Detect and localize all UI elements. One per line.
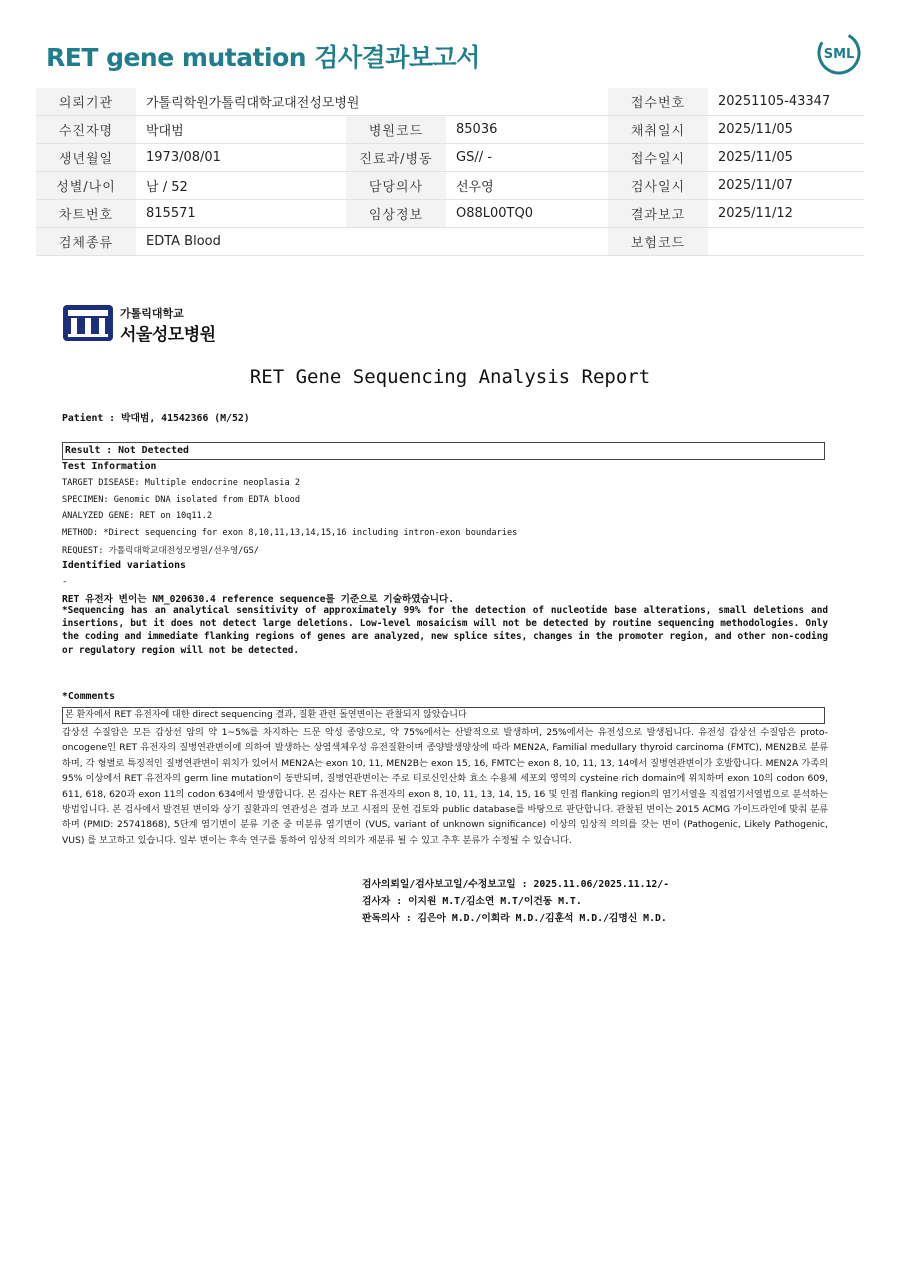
info-label: 보험코드: [608, 228, 708, 256]
info-label: 수진자명: [36, 116, 136, 144]
analyzed-gene: ANALYZED GENE: RET on 10q11.2: [62, 511, 213, 521]
info-value: 2025/11/07: [708, 172, 864, 200]
reference-line: RET 유전자 변이는 NM_020630.4 reference sequence를 기준으로 기술하였습니다.: [62, 594, 455, 605]
request: REQUEST: 가톨릭대학교대전성모병원/선우영/GS/: [62, 546, 259, 556]
sensitivity-paragraph: *Sequencing has an analytical sensitivity of approximately 99% for the detection of nucleotide base alterations, small deletions and insertions, but it does not detect large deletions. Low-level mosaicism will not be detected by routine sequencing methodologies. Only the coding and immediate flanking regions of genes are analyzed, new splice sites, changes in the promoter region, and other non-coding or regulatory region will not be detected.: [62, 605, 828, 656]
info-label: 생년월일: [36, 144, 136, 172]
info-value: 2025/11/05: [708, 116, 864, 144]
sml-logo: [816, 30, 862, 76]
info-empty-cell: [346, 228, 608, 256]
info-label: 접수일시: [608, 144, 708, 172]
report-title: RET Gene Sequencing Analysis Report: [249, 366, 651, 388]
info-label: 병원코드: [346, 116, 446, 144]
patient-line: Patient : 박대범, 41542366 (M/52): [62, 413, 250, 424]
info-value: 20251105-43347: [708, 88, 864, 116]
test-info-heading: Test Information: [62, 461, 157, 472]
info-value: GS// -: [446, 144, 608, 172]
info-value: 가톨릭학원가톨릭대학교대전성모병원: [136, 88, 608, 116]
report-header-title: RET gene mutation 검사결과보고서: [46, 43, 480, 72]
info-row: [36, 200, 864, 228]
info-row: [36, 88, 864, 116]
info-value: O88L00TQ0: [446, 200, 608, 228]
info-row: [36, 228, 864, 256]
signature-dates: 검사의뢰일/검사보고일/수정보고일 : 2025.11.06/2025.11.12/-: [362, 879, 670, 890]
info-value: 2025/11/12: [708, 200, 864, 228]
info-value: 85036: [446, 116, 608, 144]
comment-box: 본 환자에서 RET 유전자에 대한 direct sequencing 결과, 질환 관련 돌연변이는 관찰되지 않았습니다: [62, 707, 825, 724]
info-label: 임상정보: [346, 200, 446, 228]
hospital-university-name: 가톨릭대학교: [120, 307, 184, 320]
info-label: 검체종류: [36, 228, 136, 256]
info-value: EDTA Blood: [136, 228, 346, 256]
hospital-emblem-icon: [62, 304, 114, 342]
signature-technicians: 검사자 : 이지원 M.T/김소연 M.T/이건동 M.T.: [362, 896, 582, 907]
hospital-name: 서울성모병원: [120, 325, 216, 345]
comments-heading: *Comments: [62, 691, 116, 702]
patient-info-table: [36, 88, 864, 256]
info-label: 결과보고: [608, 200, 708, 228]
info-row: [36, 144, 864, 172]
result-box: Result : Not Detected: [62, 442, 825, 460]
info-label: 성별/나이: [36, 172, 136, 200]
sml-logo-text: SML: [823, 47, 855, 62]
info-label: 의뢰기관: [36, 88, 136, 116]
identified-heading: Identified variations: [62, 560, 186, 571]
info-label: 채취일시: [608, 116, 708, 144]
info-row: [36, 116, 864, 144]
info-label: 담당의사: [346, 172, 446, 200]
info-value: 1973/08/01: [136, 144, 346, 172]
info-row: [36, 172, 864, 200]
comment-paragraph: 갑상선 수질암은 모든 갑상선 암의 약 1~5%를 차지하는 드문 악성 종양으로, 약 75%에서는 산발적으로 발생하며, 25%에서는 유전성으로 발생됩니다. 유전성 갑상선 수질암은 proto-oncogene인 RET 유전자의 질병연관변이에 의하여 발생하는 상염색체우성 유전질환이며 종양발생양상에 따라 MEN2A, Familial medullary thyroid carcinoma (FMTC), MEN2B로 분류하며, 각 형별로 특징적인 질병연관변이 위치가 있어서 MEN2A는 exon 10, 11, MEN2B는 exon 15, 16, FMTC는 exon 8, 10, 11, 13, 14에서 질병연관변이가 호발합니다. MEN2A 가족의 95% 이상에서 RET 유전자의 germ line mutation이 동반되며, 질병연관변이는 주로 티로신인산화 효소 수용체 세포외 영역의 cysteine rich domain에 위치하며 exon 10의 codon 609, 611, 618, 620과 exon 11의 codon 634에서 발생합니다. 본 검사는 RET 유전자의 exon 8, 10, 11, 13, 14, 15, 16 및 인접 flanking region의 염기서열을 직접염기서열법으로 분석하는 방법입니다. 본 검사에서 발견된 변이와 상기 질환과의 연관성은 결과 보고 시점의 문헌 검토와 public database를 바탕으로 판단합니다. 관찰된 변이는 2015 ACMG 가이드라인에 맞춰 분류하며 (PMID: 25741868), 5단계 염기변이 분류 기준 중 미분류 염기변이 (VUS, variant of unknown significance) 이상의 임상적 의의를 갖는 변이 (Pathogenic, Likely Pathogenic, VUS) 를 보고하고 있습니다. 일부 변이는 후속 연구를 통하여 임상적 의의가 재분류 될 수 있고 추후 분류가 수정될 수 있습니다.: [62, 727, 828, 846]
info-value: 선우영: [446, 172, 608, 200]
specimen: SPECIMEN: Genomic DNA isolated from EDTA blood: [62, 495, 300, 505]
info-value: 2025/11/05: [708, 144, 864, 172]
info-label: 진료과/병동: [346, 144, 446, 172]
info-value: [708, 228, 864, 256]
target-disease: TARGET DISEASE: Multiple endocrine neoplasia 2: [62, 478, 300, 488]
method: METHOD: *Direct sequencing for exon 8,10,11,13,14,15,16 including intron-exon boundaries: [62, 528, 518, 538]
info-label: 검사일시: [608, 172, 708, 200]
info-value: 박대범: [136, 116, 346, 144]
signature-doctors: 판독의사 : 김은아 M.D./이희라 M.D./김훈석 M.D./김명신 M.D.: [362, 913, 667, 924]
info-value: 815571: [136, 200, 346, 228]
info-value: 남 / 52: [136, 172, 346, 200]
info-label: 접수번호: [608, 88, 708, 116]
info-label: 차트번호: [36, 200, 136, 228]
identified-value: -: [62, 577, 68, 587]
